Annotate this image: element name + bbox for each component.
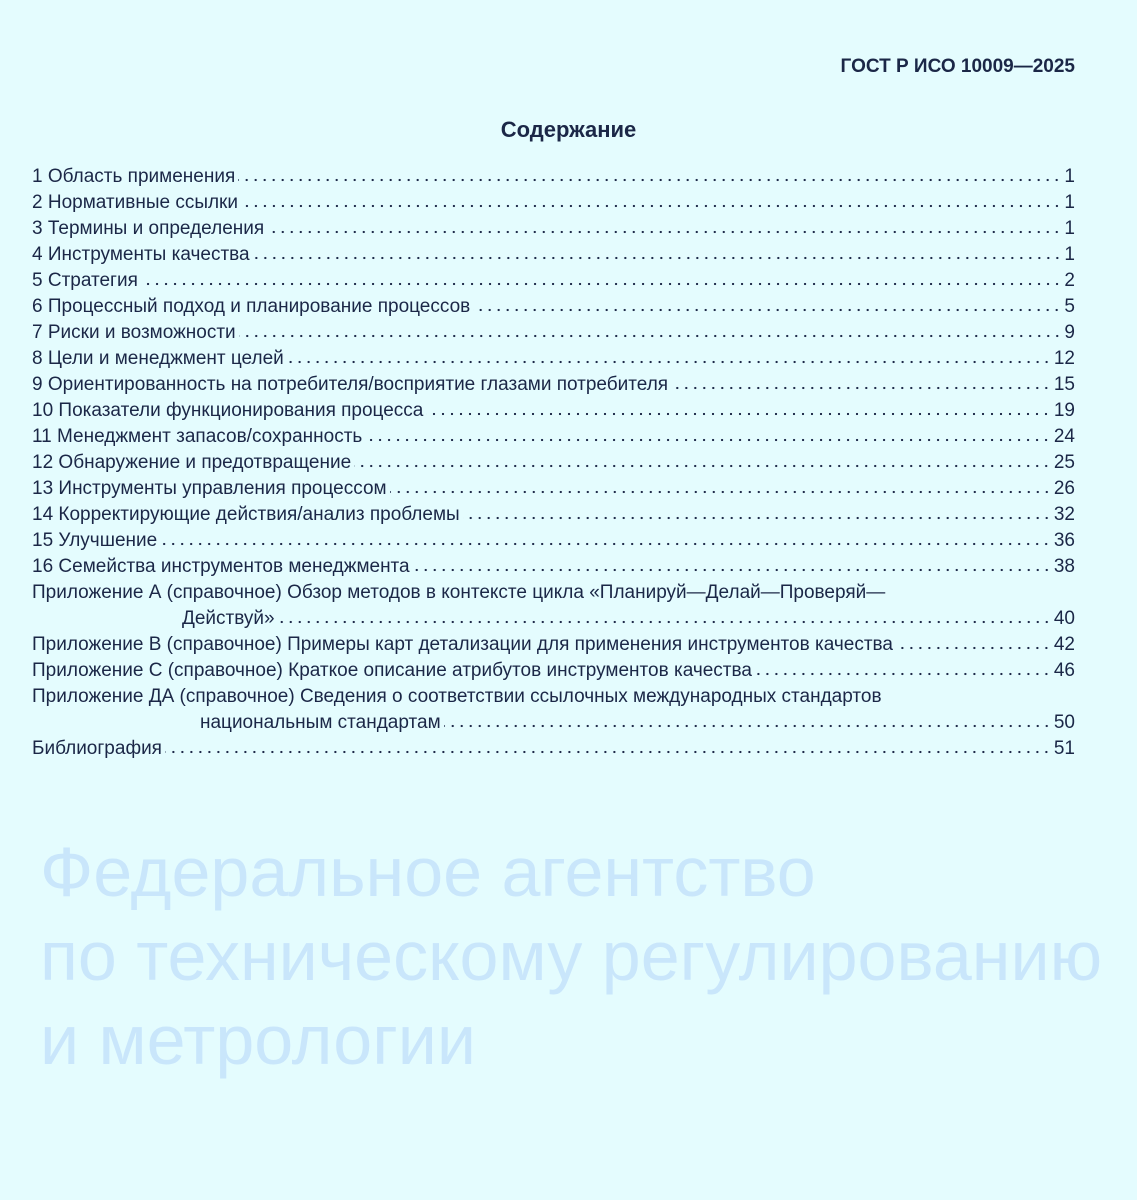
toc-entry-title: 4 Инструменты качества <box>32 244 250 265</box>
dot-leader <box>671 386 1051 390</box>
toc-entry-title-continued: Действуй» <box>182 608 275 629</box>
dot-leader <box>426 412 1051 416</box>
watermark <box>40 830 1103 1082</box>
dot-leader <box>287 360 1051 364</box>
toc-page-number: 1 <box>1064 192 1075 213</box>
toc-page-number: 32 <box>1053 504 1075 525</box>
toc-entry[interactable] <box>32 710 1075 736</box>
dot-leader <box>267 230 1061 234</box>
dot-leader <box>241 204 1061 208</box>
watermark-line: Федеральное агентство <box>40 833 816 911</box>
toc-entry-title: 11 Менеджмент запасов/сохранность <box>32 426 363 447</box>
toc-entry-title: 15 Улучшение <box>32 530 158 551</box>
toc-page-number: 26 <box>1053 478 1075 499</box>
toc-annexes <box>32 580 1075 762</box>
dot-leader <box>755 672 1051 676</box>
toc-page-number: 51 <box>1053 738 1075 759</box>
toc-entry[interactable] <box>32 164 1075 190</box>
toc-entry-title: Приложение С (справочное) Краткое описание атрибутов инструментов качества <box>32 660 752 681</box>
toc-page-number: 9 <box>1064 322 1075 343</box>
toc-entry[interactable] <box>32 658 1075 684</box>
toc-entry-title: 14 Корректирующие действия/анализ проблемы <box>32 504 460 525</box>
toc-entry-line[interactable] <box>32 684 1075 710</box>
toc-entry-title: 9 Ориентированность на потребителя/восприятие глазами потребителя <box>32 374 669 395</box>
toc-page-number: 40 <box>1053 608 1075 629</box>
toc-entry[interactable] <box>32 320 1075 346</box>
toc-entry[interactable] <box>32 476 1075 502</box>
dot-leader <box>354 464 1051 468</box>
toc-entry[interactable] <box>32 294 1075 320</box>
toc-entry-title: 7 Риски и возможности <box>32 322 236 343</box>
dot-leader <box>238 178 1061 182</box>
document-code: ГОСТ Р ИСО 10009—2025 <box>840 56 1075 77</box>
toc-entry[interactable] <box>32 190 1075 216</box>
dot-leader <box>413 568 1051 572</box>
toc-entry-title: 16 Семейства инструментов менеджмента <box>32 556 410 577</box>
toc-page-number: 19 <box>1053 400 1075 421</box>
dot-leader <box>160 542 1051 546</box>
toc-page-number: 1 <box>1064 166 1075 187</box>
dot-leader <box>253 256 1062 260</box>
toc-entry-title: 3 Термины и определения <box>32 218 265 239</box>
table-of-contents <box>32 164 1075 762</box>
toc-page-number: 1 <box>1064 244 1075 265</box>
toc-entry[interactable] <box>32 606 1075 632</box>
toc-entry-title: Приложение В (справочное) Примеры карт детализации для применения инструментов качества <box>32 634 893 655</box>
toc-entry[interactable] <box>32 554 1075 580</box>
dot-leader <box>239 334 1062 338</box>
toc-page-number: 38 <box>1053 556 1075 577</box>
toc-entry-title: 1 Область применения <box>32 166 236 187</box>
toc-page-number: 2 <box>1064 270 1075 291</box>
toc-entry-title: Приложение А (справочное) Обзор методов в контексте цикла «Планируй—Делай—Проверяй— <box>32 582 886 603</box>
toc-entry[interactable] <box>32 528 1075 554</box>
toc-entry[interactable] <box>32 372 1075 398</box>
toc-entry-title: Библиография <box>32 738 162 759</box>
dot-leader <box>896 646 1051 650</box>
toc-entry[interactable] <box>32 450 1075 476</box>
toc-entry-title: 5 Стратегия <box>32 270 138 291</box>
toc-page-number: 5 <box>1064 296 1075 317</box>
toc-entry[interactable] <box>32 398 1075 424</box>
toc-page-number: 24 <box>1053 426 1075 447</box>
toc-sections <box>32 164 1075 580</box>
toc-entry[interactable] <box>32 268 1075 294</box>
toc-entry[interactable] <box>32 346 1075 372</box>
toc-entry-line[interactable] <box>32 580 1075 606</box>
toc-entry-title: 12 Обнаружение и предотвращение <box>32 452 352 473</box>
dot-leader <box>165 750 1051 754</box>
toc-entry[interactable] <box>32 424 1075 450</box>
toc-entry-title: 13 Инструменты управления процессом <box>32 478 387 499</box>
watermark-line: по техническому регулированию <box>40 917 1103 995</box>
dot-leader <box>278 620 1051 624</box>
toc-page-number: 36 <box>1053 530 1075 551</box>
toc-entry-title: 10 Показатели функционирования процесса <box>32 400 424 421</box>
toc-page-number: 42 <box>1053 634 1075 655</box>
dot-leader <box>390 490 1051 494</box>
toc-entry-title: Приложение ДА (справочное) Сведения о соответствии ссылочных международных стандартов <box>32 686 882 707</box>
dot-leader <box>463 516 1051 520</box>
toc-page-number: 15 <box>1053 374 1075 395</box>
toc-entry[interactable] <box>32 242 1075 268</box>
toc-page-number: 50 <box>1053 712 1075 733</box>
toc-entry[interactable] <box>32 216 1075 242</box>
toc-page-number: 1 <box>1064 218 1075 239</box>
toc-entry-title: 8 Цели и менеджмент целей <box>32 348 284 369</box>
dot-leader <box>141 282 1062 286</box>
toc-entry-title: 6 Процессный подход и планирование процессов <box>32 296 471 317</box>
toc-page-number: 12 <box>1053 348 1075 369</box>
dot-leader <box>365 438 1051 442</box>
dot-leader <box>473 308 1061 312</box>
page-title: Содержание <box>500 117 637 142</box>
watermark-line: и метрологии <box>40 1001 476 1079</box>
toc-entry[interactable] <box>32 736 1075 762</box>
toc-entry[interactable] <box>32 502 1075 528</box>
toc-page-number: 46 <box>1053 660 1075 681</box>
toc-entry-title: 2 Нормативные ссылки <box>32 192 238 213</box>
dot-leader <box>444 724 1051 728</box>
toc-entry-title-continued: национальным стандартам <box>200 712 441 733</box>
toc-entry[interactable] <box>32 632 1075 658</box>
toc-page-number: 25 <box>1053 452 1075 473</box>
